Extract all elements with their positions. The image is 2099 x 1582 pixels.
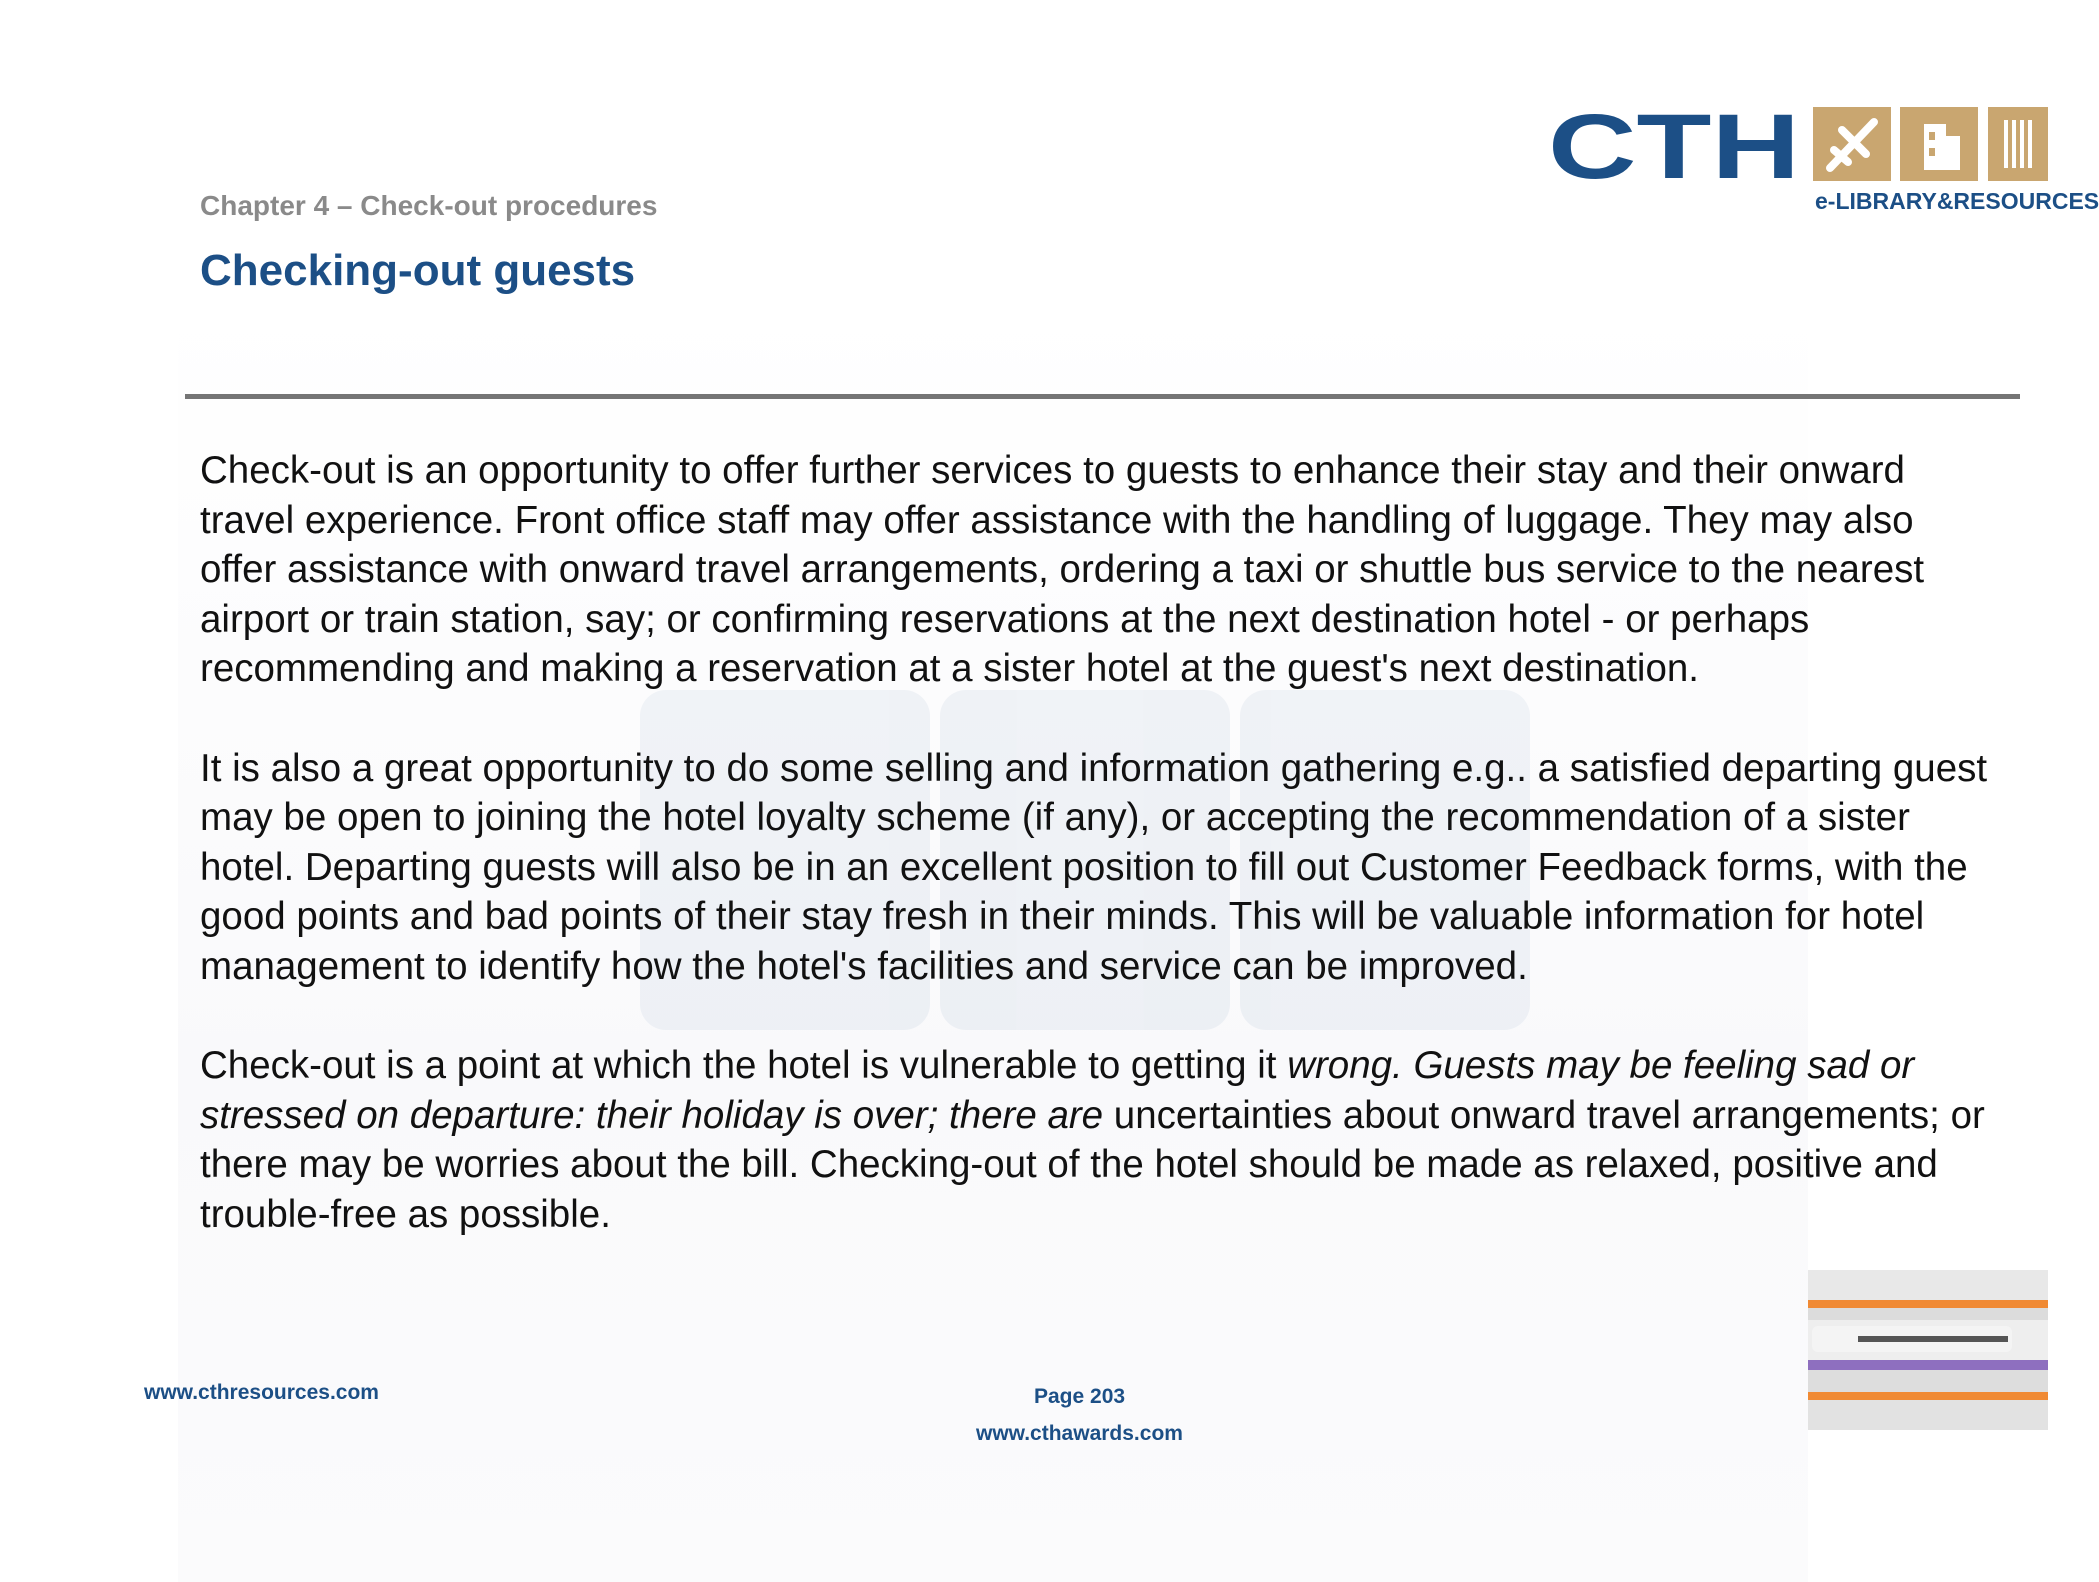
page-title: Checking-out guests — [200, 246, 636, 295]
header-divider — [185, 394, 2020, 399]
logo-wordmark: CTH — [1548, 96, 1800, 198]
chapter-heading: Chapter 4 – Check-out procedures — [200, 190, 658, 221]
logo-tagline: e-LIBRARY&RESOURCES — [1815, 188, 2099, 214]
footer-awards-link[interactable]: www.cthawards.com — [976, 1422, 1183, 1445]
paragraph-1: Check-out is an opportunity to offer further services to guests to enhance their stay and their onward travel experience. Front office staff may offer assistance with the handling of luggage. They may also offer assistance with onward travel arrangements, ordering a taxi or shuttle bus service to the nearest airport or train station, say; or confirming reservations at the next destination hotel - or perhaps recommending and making a reservation at a sister hotel at the guest's next destination. — [200, 449, 1925, 691]
paragraph-3 — [200, 1041, 1990, 1239]
paragraph-2: It is also a great opportunity to do some selling and information gathering e.g.. a satisfied departing guest may be open to joining the hotel loyalty scheme (if any), or accepting the recommendation of a sister hotel. Departing guests will also be in an excellent position to fill out Customer Feedback forms, with the good points and bad points of their stay fresh in their minds. This will be valuable information for hotel management to identify how the hotel's facilities and service can be improved. — [200, 746, 1988, 988]
paragraph-3-start: Check-out is a point at which the hotel is vulnerable to getting it — [200, 1044, 1288, 1088]
paragraph-3-end: uncertainties about onward travel arrangements; or there may be worries about the bill. Checking-out of the hotel should be made as relaxed, positive and trouble-free as possible. — [200, 1093, 1985, 1236]
footer-resources-link[interactable]: www.cthresources.com — [144, 1381, 379, 1404]
building-tile-icon — [1900, 107, 1978, 181]
page-number: Page 203 — [1034, 1385, 1126, 1408]
body-text — [200, 446, 1990, 1289]
books-stack-image — [1808, 1262, 2048, 1432]
paragraph-3-italic: wrong. Guests may be feeling sad or stressed on departure: their holiday is over; there are — [200, 1044, 1915, 1137]
plane-tile-icon — [1813, 107, 1891, 181]
fork-tile-icon — [1988, 107, 2048, 181]
